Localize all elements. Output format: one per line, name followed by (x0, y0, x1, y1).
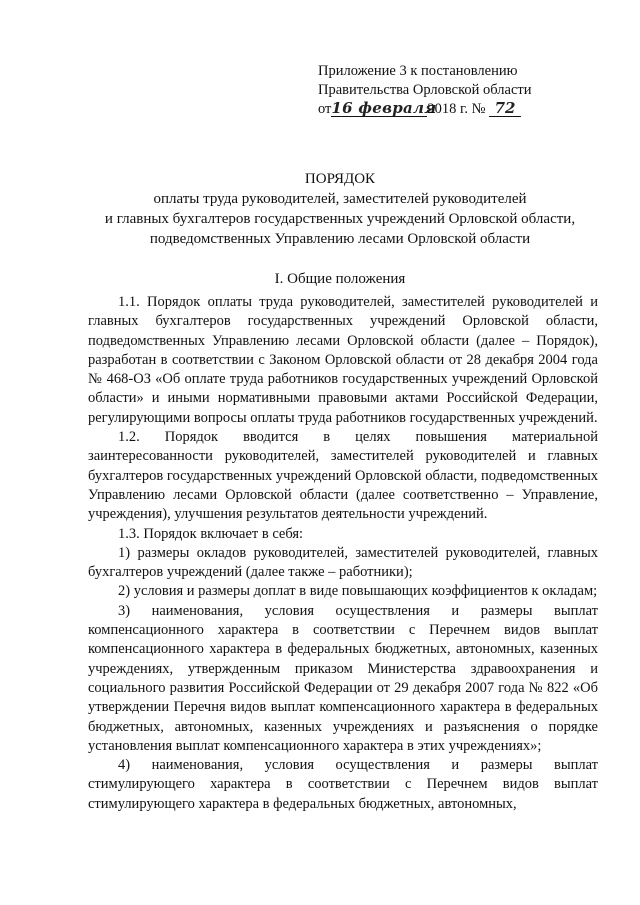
paragraph-1-1: 1.1. Порядок оплаты труда руководителей, заместителей руководителей и главных бухгалтеров государственных учреждений Орловской области, подведомственных Управлению лесами Орловской области (далее – Порядок), разработан в соответствии с Законом Орловской области от 28 декабря 2004 года № 468-ОЗ «Об оплате труда работников государственных учреждений Орловской области» и иными нормативными правовыми актами Российской Федерации, регулирующими вопросы оплаты труда работников государственных учреждений. (88, 294, 598, 426)
year-suffix: 2018 г. № (427, 101, 486, 117)
attachment-line-1: Приложение 3 к постановлению (318, 63, 518, 79)
section-heading: I. Общие положения (274, 271, 406, 287)
document-title (80, 169, 600, 249)
paragraph-1-3: 1.3. Порядок включает в себя: (118, 525, 304, 542)
attachment-date-line (318, 100, 558, 119)
title-line-2: и главных бухгалтеров государственных учреждений Орловской области, (104, 211, 576, 227)
list-item-1: 1) размеры окладов руководителей, заместителей руководителей, главных бухгалтеров учреждений (далее также – работники); (88, 544, 598, 581)
from-prefix: от (318, 101, 332, 117)
title-main: ПОРЯДОК (304, 171, 376, 187)
document-body (88, 293, 598, 814)
handwritten-date: 16 февраля (331, 99, 437, 117)
handwritten-number: 72 (489, 101, 521, 117)
list-item-4: 4) наименования, условия осуществления и размеры выплат стимулирующего характера в соответствии с Перечнем видов выплат стимулирующего характера в федеральных бюджетных, автономных, (88, 757, 598, 812)
paragraph-1-2: 1.2. Порядок вводится в целях повышения материальной заинтересованности руководителей, заместителей руководителей и главных бухгалтеров государственных учреждений Орловской области, подведомственных Управлению лесами Орловской области (далее соответственно – Управление, учреждения), улучшения результатов деятельности учреждений. (88, 429, 598, 523)
attachment-header (318, 62, 558, 119)
attachment-line-2: Правительства Орловской области (318, 82, 532, 98)
list-item-2: 2) условия и размеры доплат в виде повышающих коэффициентов к окладам; (118, 583, 598, 600)
title-line-3: подведомственных Управлению лесами Орловской области (149, 231, 531, 247)
title-line-1: оплаты труда руководителей, заместителей руководителей (153, 191, 527, 207)
list-item-3: 3) наименования, условия осуществления и размеры выплат компенсационного характера в соответствии с Перечнем видов выплат компенсационного характера в федеральных бюджетных, автономных, казенных учреждениях, утвержденным приказом Министерства здравоохранения и социального развития Российской Федерации от 29 декабря 2007 года № 822 «Об утверждении Перечня видов выплат компенсационного характера в федеральных бюджетных, автономных, казенных учреждениях и разъяснения о порядке установления выплат компенсационного характера в этих учреждениях»; (88, 602, 598, 754)
